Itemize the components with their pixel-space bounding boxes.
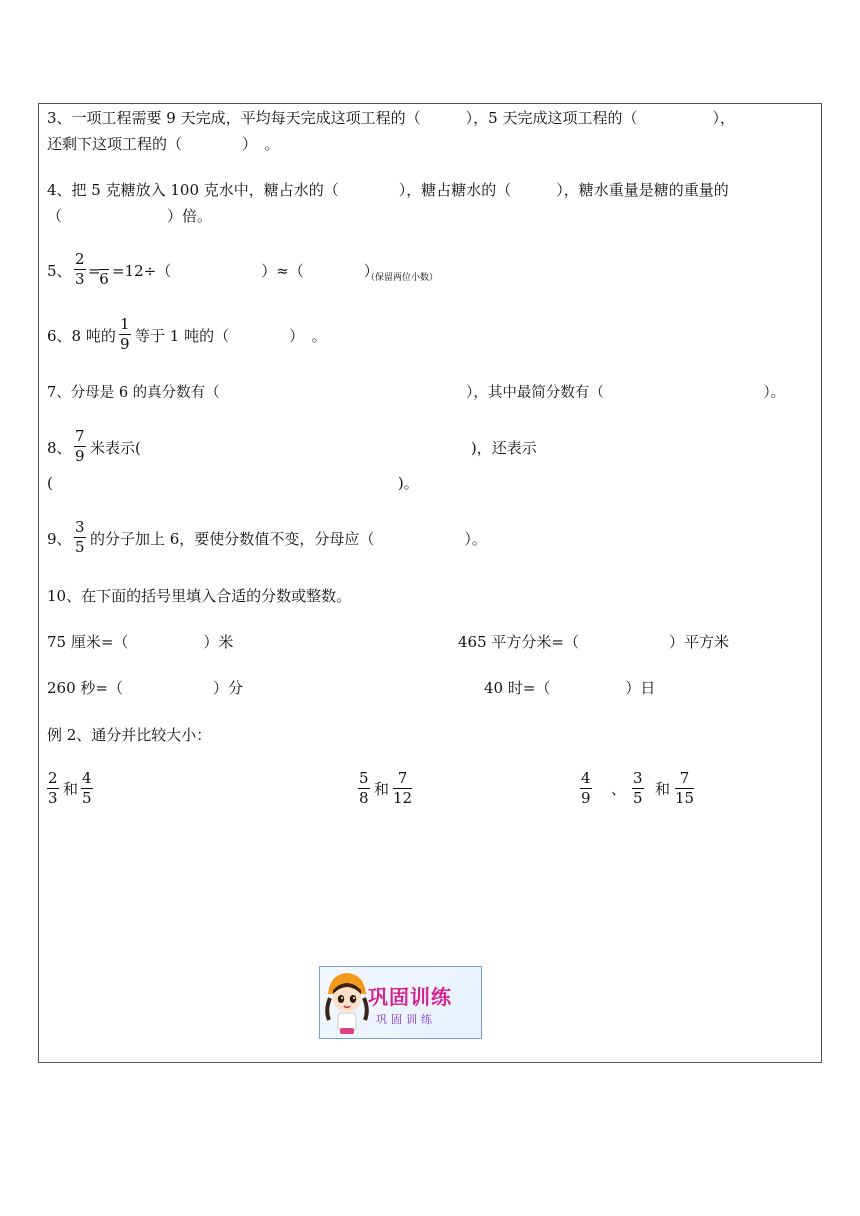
q4-line1: 4、把 5 克糖放入 100 克水中，糖占水的（ ），糖占糖水的（ ），糖水重量是糖的重量的 [47,181,729,199]
ex-g1-a-numerator: 2 [48,769,58,787]
ex-g1-frac-a [47,770,59,807]
q10-item-c: 260 秒=（ ）分 [47,679,243,697]
q5-frac1-numerator: 2 [75,250,85,268]
q10-item-d: 40 时=（ ）日 [484,679,656,697]
q5-rest: =12÷（ ）≈（ ） [112,262,379,280]
q9-prefix: 9、 [47,530,72,548]
q6-denominator: 9 [120,335,130,353]
q8-numerator: 7 [75,427,85,445]
ex-g3-frac-b [632,770,644,807]
ex-g1-a-denominator: 3 [48,789,58,807]
q6-prefix: 6、8 吨的 [47,327,116,345]
q4-line2: （ ）倍。 [47,207,213,225]
q3-line2: 还剩下这项工程的（ ） 。 [47,135,280,153]
ex-g2-frac-a [358,770,370,807]
ex-g2-b-numerator: 7 [397,769,408,787]
q5-prefix: 5、 [47,262,72,280]
ex-g3-a-denominator: 9 [581,789,591,807]
ex-g1-frac-b [81,770,93,807]
q5-frac2-denominator: 6 [99,270,109,288]
q5-fraction-2 [99,251,109,288]
q6-fraction [119,316,131,353]
ex-g2-and: 和 [374,780,390,798]
q7-line: 7、分母是 6 的真分数有（ ），其中最简分数有（ ）。 [47,385,786,401]
ex-g2-a-numerator: 5 [359,769,369,787]
q8-fraction [74,428,86,465]
q8-rest: 米表示( )，还表示 [90,439,537,457]
ex-g3-a-numerator: 4 [581,769,591,787]
q8-prefix: 8、 [47,439,72,457]
q5-fraction-1 [74,251,86,288]
example-title: 例 2、通分并比较大小： [47,726,212,744]
q8-line2: ( )。 [47,474,419,492]
q10-item-a: 75 厘米=（ ）米 [47,633,234,651]
q10-title: 10、在下面的括号里填入合适的分数或整数。 [47,587,352,605]
q9-numerator: 3 [75,518,85,536]
q5-note: （保留两位小数） [366,273,439,283]
q6-numerator: 1 [120,315,130,333]
q9-fraction [74,519,86,556]
q8-denominator: 9 [75,447,85,465]
q5-frac2-numerator [103,251,105,268]
q6-rest: 等于 1 吨的（ ） 。 [135,327,327,345]
worksheet-frame [38,103,822,1063]
q9-rest: 的分子加上 6，要使分数值不变，分母应（ ）。 [90,530,487,548]
sticker-title: 巩固训练 [368,985,452,1009]
q3-line1: 3、一项工程需要 9 天完成，平均每天完成这项工程的（ ），5 天完成这项工程的（ ）， [47,109,735,127]
q5-equals: = [88,262,101,280]
ex-g2-b-denominator: 12 [393,789,413,807]
ex-g3-b-denominator: 5 [633,789,643,807]
ex-g1-b-denominator: 5 [82,789,92,807]
practice-sticker [319,966,482,1039]
ex-g1-b-numerator: 4 [82,769,92,787]
ex-g2-a-denominator: 8 [359,789,369,807]
q5-frac1-denominator: 3 [75,270,85,288]
q9-denominator: 5 [75,538,85,556]
ex-g2-frac-b [393,770,412,807]
girl-cartoon-icon [322,968,372,1039]
ex-g3-frac-c [675,770,694,807]
ex-g1-and: 和 [63,780,79,798]
q10-item-b: 465 平方分米=（ ）平方米 [458,633,729,651]
ex-g3-c-denominator: 15 [675,789,695,807]
ex-g3-and: 和 [655,780,671,798]
ex-g3-frac-a [580,770,592,807]
ex-g3-separator: 、 [611,780,627,798]
ex-g3-c-numerator: 7 [679,769,690,787]
sticker-subtitle: 巩固训练 [376,1013,436,1026]
ex-g3-b-numerator: 3 [633,769,643,787]
